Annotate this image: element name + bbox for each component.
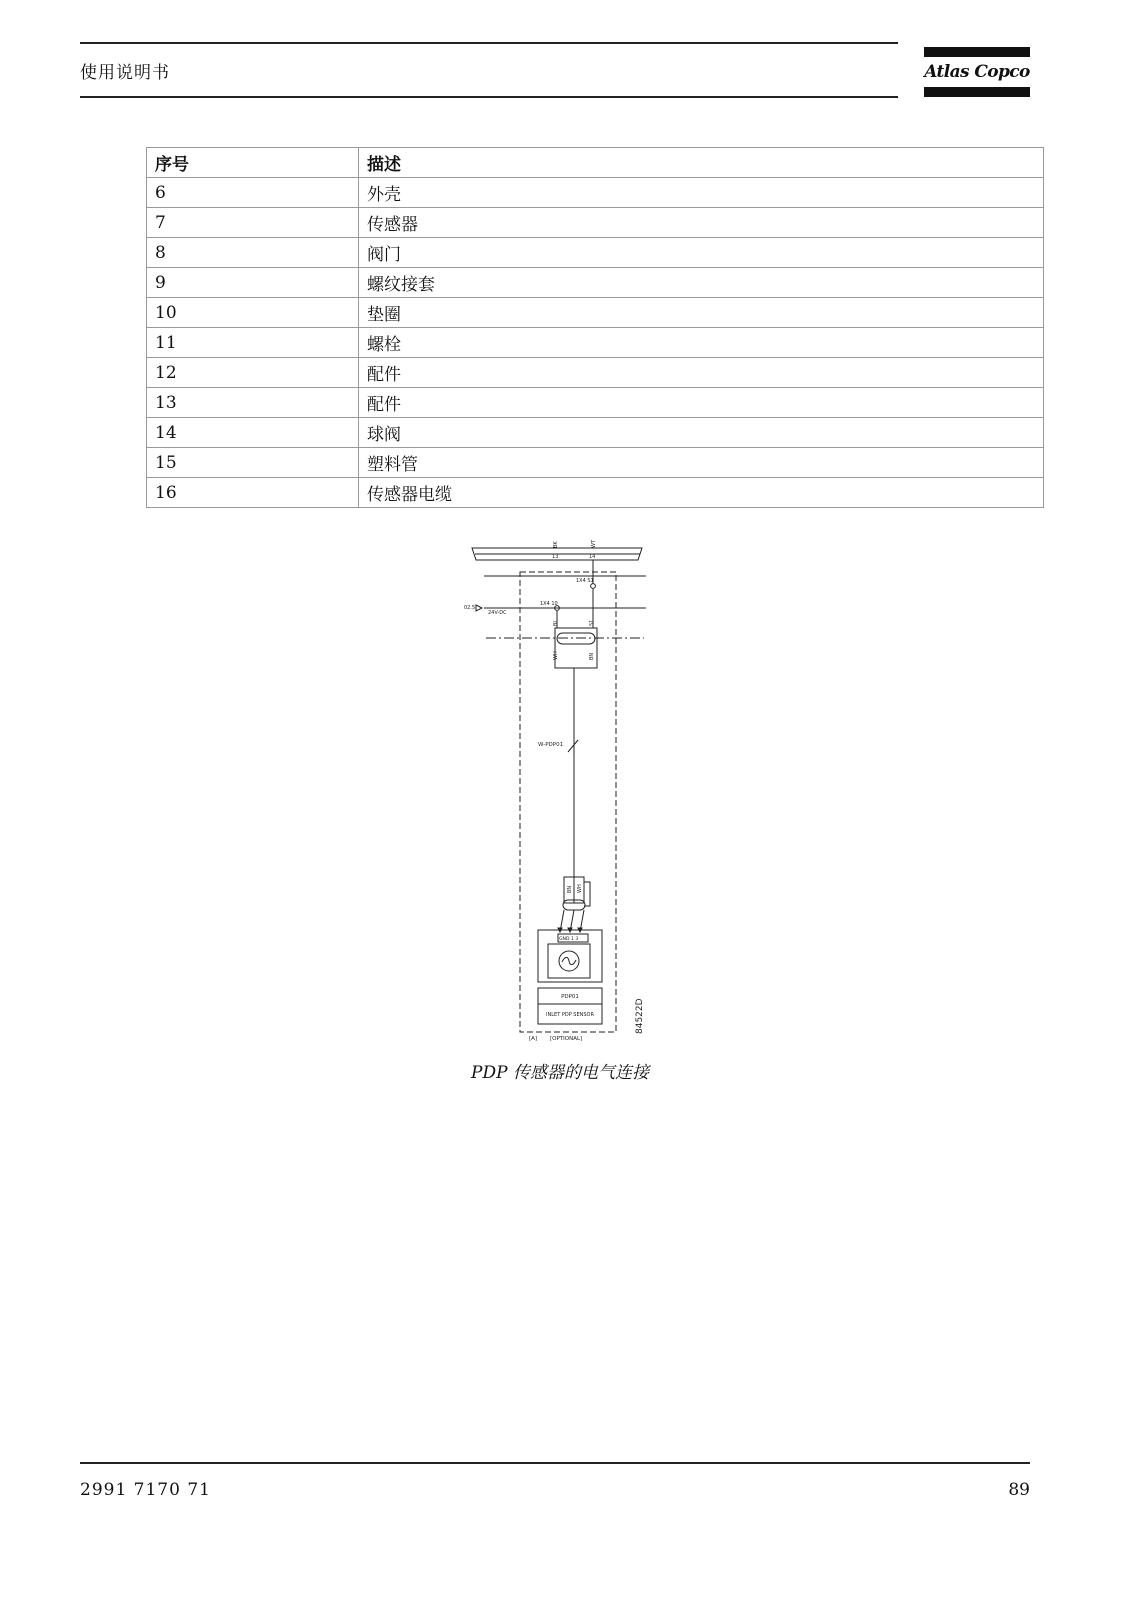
- row-number: 15: [147, 448, 359, 478]
- table-row: [147, 388, 1044, 418]
- row-description: 螺纹接套: [359, 268, 1044, 298]
- bottom-label-a: [A]: [529, 1036, 538, 1042]
- wire-tag-bn: BN: [589, 652, 595, 660]
- column-header-number: 序号: [147, 148, 359, 178]
- document-number: 2991 7170 71: [80, 1480, 211, 1500]
- table-row: [147, 448, 1044, 478]
- cable-break-mark: [568, 740, 578, 752]
- row-number: 11: [147, 328, 359, 358]
- row-number: 10: [147, 298, 359, 328]
- row-description: 螺栓: [359, 328, 1044, 358]
- table-header-row: [147, 148, 1044, 178]
- drain-wire: [584, 882, 590, 906]
- wire-tag-s1: S1: [589, 619, 595, 626]
- row-description: 配件: [359, 358, 1044, 388]
- row-number: 7: [147, 208, 359, 238]
- terminal-14: 14: [589, 554, 596, 560]
- header-rule-bottom: [80, 96, 898, 98]
- terminal-label-10: 1X4 10: [540, 601, 558, 607]
- drawing-number: 84522D: [635, 998, 645, 1034]
- column-header-description: 描述: [359, 148, 1044, 178]
- logo-bar-bottom: [924, 87, 1030, 97]
- wire-tag-wt: WT: [591, 540, 597, 548]
- row-number: 9: [147, 268, 359, 298]
- row-description: 传感器: [359, 208, 1044, 238]
- device-name: INLET PDP SENSOR: [546, 1012, 594, 1018]
- row-number: 13: [147, 388, 359, 418]
- row-description: 传感器电缆: [359, 478, 1044, 508]
- supply-reference: 02.5: [464, 605, 476, 611]
- table-row: [147, 238, 1044, 268]
- row-number: 12: [147, 358, 359, 388]
- table-row: [147, 178, 1044, 208]
- figure-caption: PDP 传感器的电气连接: [471, 1063, 649, 1083]
- table-row: [147, 298, 1044, 328]
- row-number: 16: [147, 478, 359, 508]
- lower-wire-tag-wh: WH: [577, 884, 583, 893]
- row-number: 14: [147, 418, 359, 448]
- bottom-label-optional: [OPTIONAL]: [550, 1036, 583, 1042]
- upper-connector-block: [555, 628, 597, 668]
- cable-label: W-PDP01: [538, 742, 564, 748]
- table-row: [147, 418, 1044, 448]
- table-row: [147, 328, 1044, 358]
- row-description: 阀门: [359, 238, 1044, 268]
- table-row: [147, 208, 1044, 238]
- row-number: 8: [147, 238, 359, 268]
- table-row: [147, 268, 1044, 298]
- lower-wire-tag-bn: BN: [567, 885, 573, 893]
- wire-tag-bi: BI: [553, 621, 559, 626]
- parts-table: [146, 147, 1044, 508]
- logo-wordmark: Atlas Copco: [924, 62, 1030, 82]
- wiring-diagram: [460, 532, 660, 1052]
- row-number: 6: [147, 178, 359, 208]
- atlas-copco-logo: [924, 47, 1030, 99]
- terminal-label-s1: 1X4 S1: [576, 578, 594, 584]
- header-rule-top: [80, 42, 898, 44]
- terminal-13: 13: [552, 554, 559, 560]
- terminal-1x4-s1: [591, 584, 596, 589]
- sensor-pins-label: GND 1 3: [559, 937, 579, 942]
- document-title: 使用说明书: [80, 63, 170, 83]
- row-description: 外壳: [359, 178, 1044, 208]
- table-row: [147, 478, 1044, 508]
- page-number: 89: [1008, 1480, 1030, 1500]
- row-description: 球阀: [359, 418, 1044, 448]
- wire-tag-bk: BK: [553, 541, 559, 548]
- table-row: [147, 358, 1044, 388]
- logo-bar-top: [924, 47, 1030, 57]
- footer-rule: [80, 1462, 1030, 1464]
- supply-arrow-icon: [476, 605, 482, 611]
- supply-voltage-label: 24V-DC: [488, 610, 507, 616]
- row-description: 配件: [359, 388, 1044, 418]
- sine-wave-icon: [562, 957, 576, 964]
- row-description: 垫圈: [359, 298, 1044, 328]
- wire-tag-wh: WH: [553, 651, 559, 660]
- device-id: PDP01: [561, 994, 579, 1000]
- row-description: 塑料管: [359, 448, 1044, 478]
